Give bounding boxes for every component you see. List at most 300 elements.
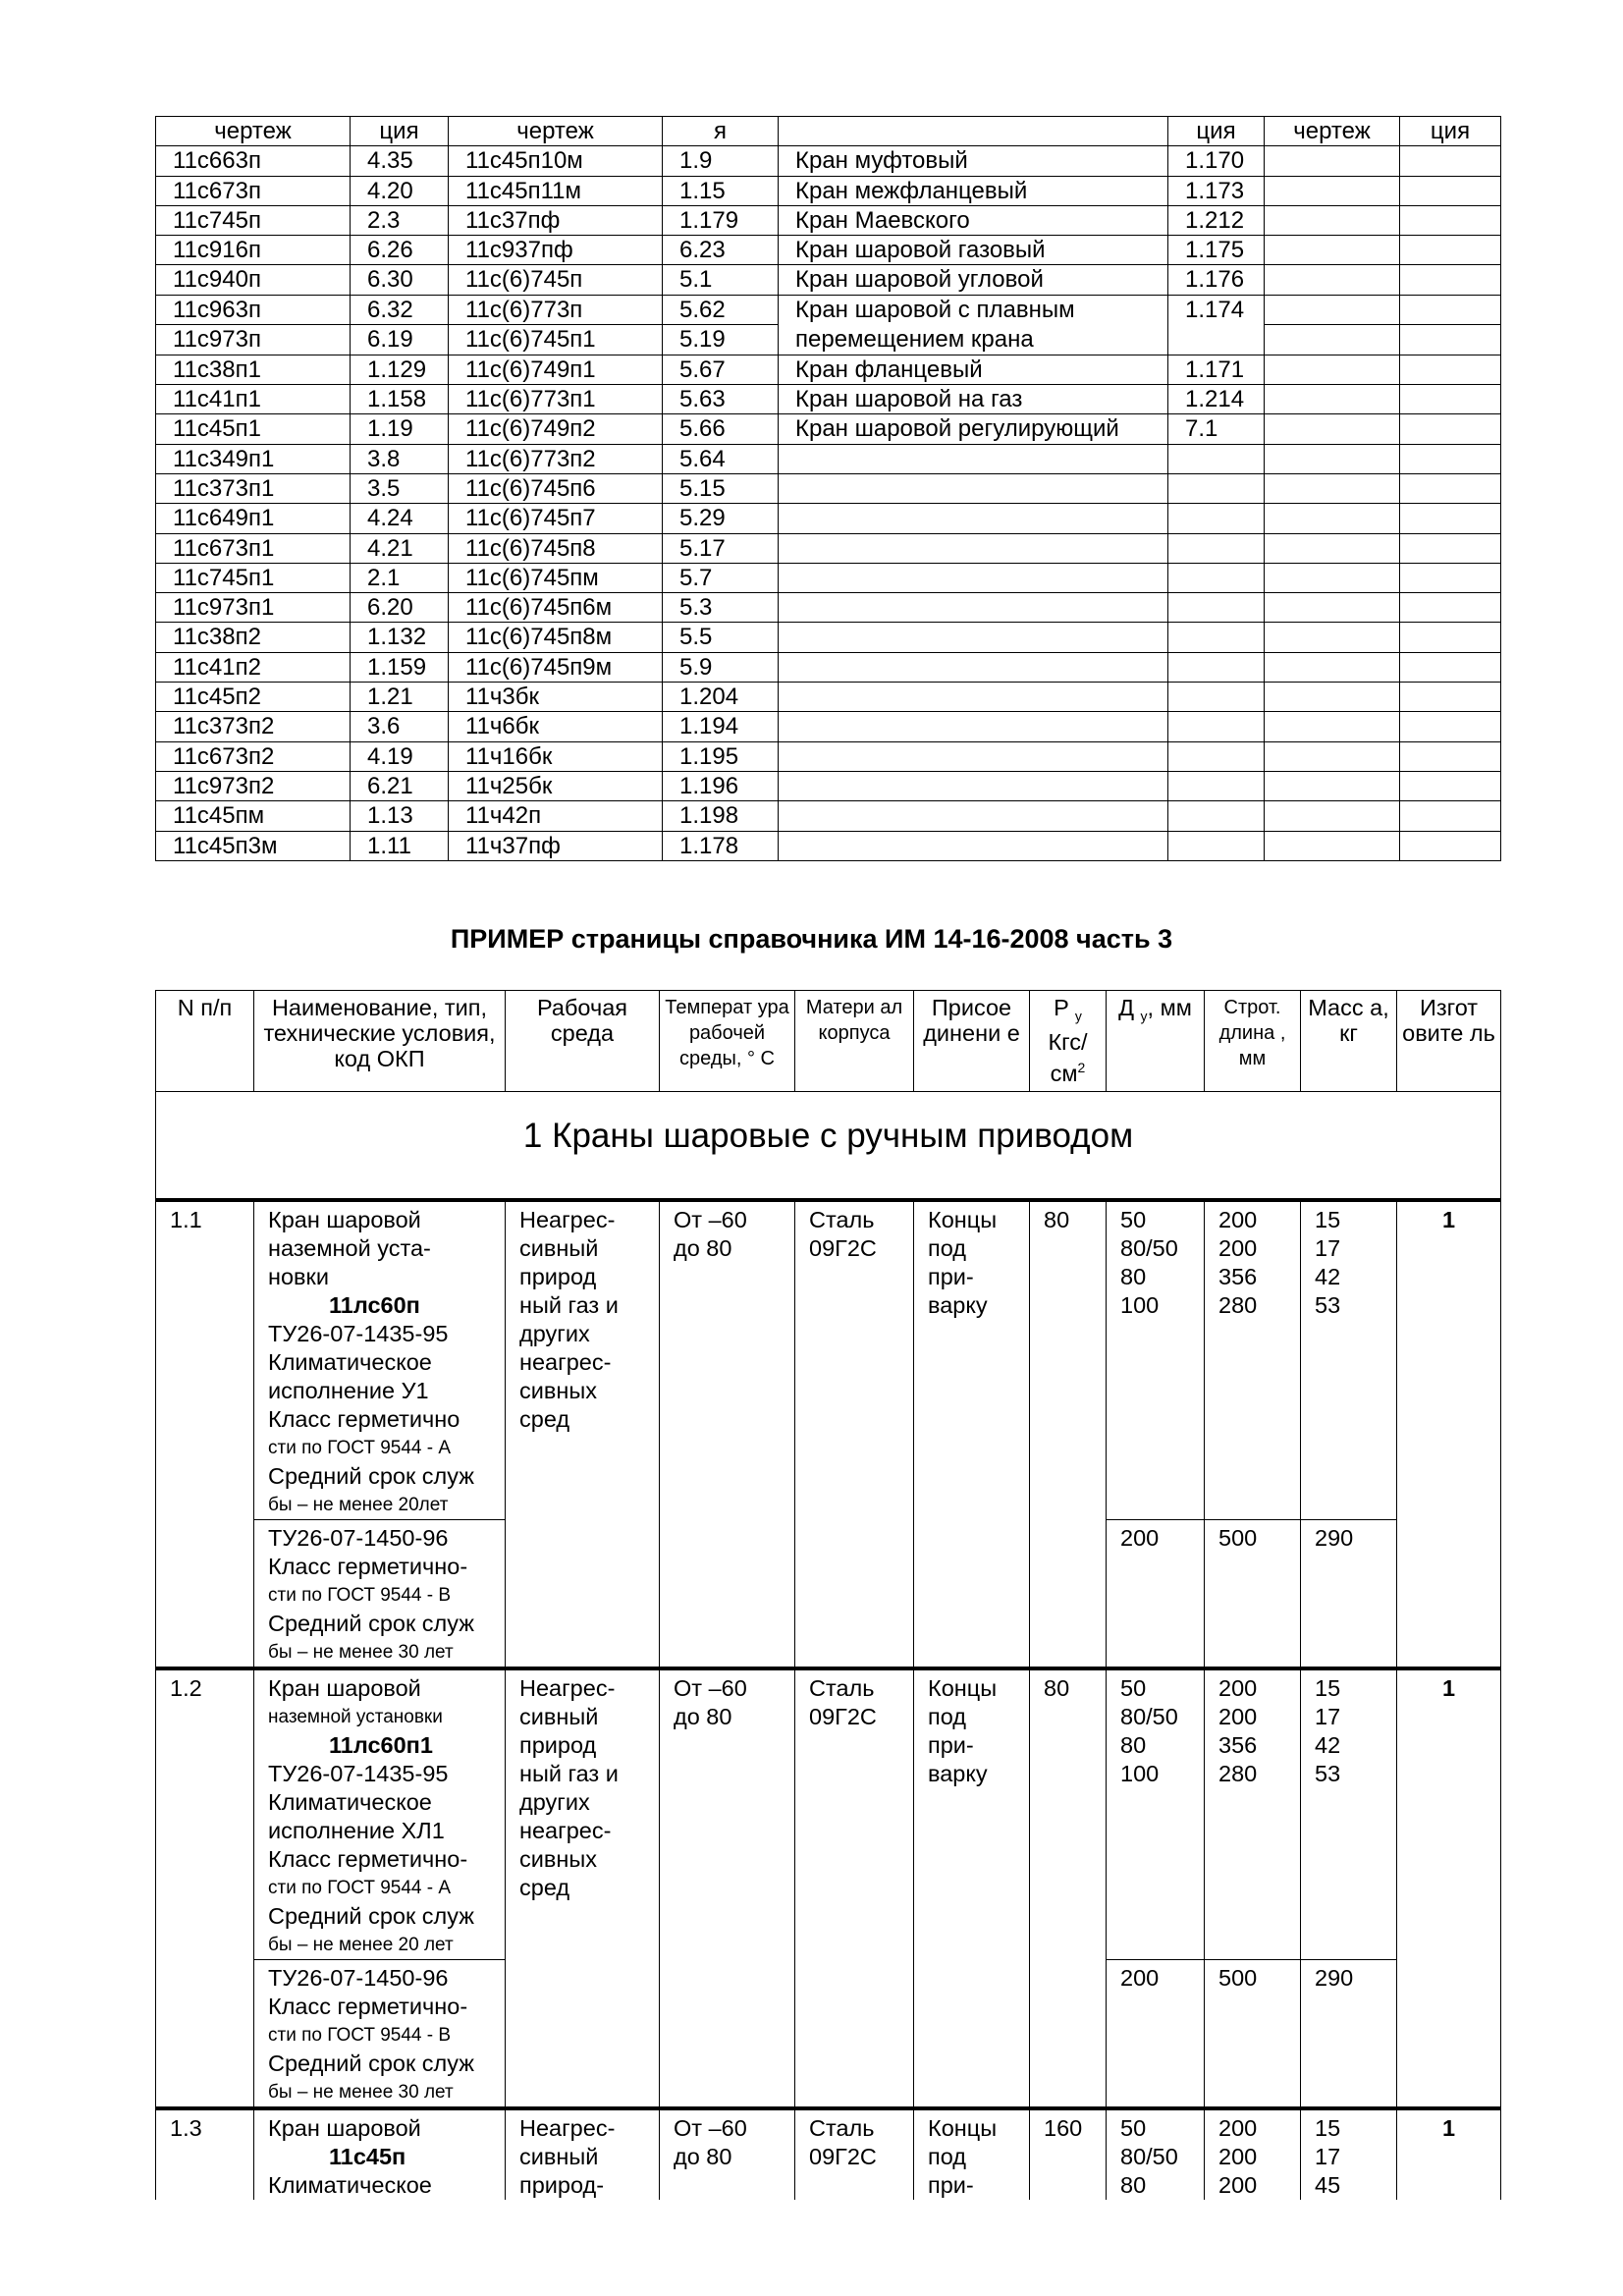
item-dy: 50 80/50 80 100 xyxy=(1107,1200,1205,1520)
index-cell xyxy=(1400,623,1501,652)
index-cell xyxy=(1265,473,1400,503)
index-cell xyxy=(1400,652,1501,682)
index-cell xyxy=(1265,563,1400,592)
section-row xyxy=(156,1092,1501,1201)
index-cell xyxy=(1400,355,1501,384)
model-code: 11с45п xyxy=(329,2144,406,2169)
index-cell: 1.176 xyxy=(1168,265,1265,295)
index-cell: 11с916п xyxy=(156,236,351,265)
index-cell xyxy=(779,712,1168,741)
index-cell xyxy=(1168,652,1265,682)
index-cell: 2.1 xyxy=(351,563,449,592)
index-cell: Кран шаровой газовый xyxy=(779,236,1168,265)
index-cell xyxy=(1168,623,1265,652)
life-line: Средний срок служ xyxy=(268,1611,474,1636)
index-cell xyxy=(1400,414,1501,444)
index-cell xyxy=(779,623,1168,652)
header-row xyxy=(156,991,1501,1092)
item-sub-mass: 290 xyxy=(1301,1520,1397,1669)
py-sup: 2 xyxy=(1077,1059,1086,1075)
table-row xyxy=(156,1668,1501,1960)
index-cell: 11ч25бк xyxy=(449,771,663,800)
index-cell xyxy=(1265,444,1400,473)
index-cell: 11с45п2 xyxy=(156,683,351,712)
index-cell: 1.129 xyxy=(351,355,449,384)
index-cell xyxy=(1400,385,1501,414)
page-heading: ПРИМЕР страницы справочника ИМ 14-16-2008 часть 3 xyxy=(450,924,1173,954)
name-line: Кран шаровой xyxy=(268,2115,421,2141)
index-cell xyxy=(1265,831,1400,860)
name-line: Кран шаровой xyxy=(268,1207,421,1232)
index-cell: 11с45п10м xyxy=(449,146,663,176)
index-cell: 11с373п2 xyxy=(156,712,351,741)
index-cell: 1.198 xyxy=(663,801,779,831)
index-cell: 11с(6)745п9м xyxy=(449,652,663,682)
dy-sub: у xyxy=(1140,1008,1148,1024)
index-cell: 1.204 xyxy=(663,683,779,712)
index-cell: 11с673п xyxy=(156,176,351,205)
tu-code: ТУ26-07-1435-95 xyxy=(268,1321,449,1346)
index-cell: 11с(6)749п1 xyxy=(449,355,663,384)
item-py: 80 xyxy=(1030,1200,1107,1668)
section-title: 1 Краны шаровые с ручным приводом xyxy=(156,1092,1501,1201)
item-py: 160 xyxy=(1030,2108,1107,2200)
item-temp: От –60 до 80 xyxy=(660,1200,795,1668)
index-cell xyxy=(1265,205,1400,235)
index-cell xyxy=(1168,831,1265,860)
index-cell xyxy=(1168,563,1265,592)
index-cell xyxy=(1265,325,1400,355)
index-row xyxy=(156,473,1501,503)
index-cell: 6.20 xyxy=(351,593,449,623)
index-cell: 1.195 xyxy=(663,741,779,771)
index-cell: 2.3 xyxy=(351,205,449,235)
index-cell xyxy=(1168,712,1265,741)
index-cell: 1.19 xyxy=(351,414,449,444)
item-connection: Концы под при- варку xyxy=(914,1668,1030,2108)
index-cell: 11с41п1 xyxy=(156,385,351,414)
index-cell: 11ч16бк xyxy=(449,741,663,771)
index-header-cell: чертеж xyxy=(156,117,351,146)
col-header-name: Наименование, тип, технические условия, код ОКП xyxy=(254,991,506,1092)
index-cell xyxy=(1265,741,1400,771)
index-cell: 1.194 xyxy=(663,712,779,741)
climate-line: Климатическое xyxy=(268,2172,432,2198)
life-line: Средний срок служ xyxy=(268,1903,474,1929)
col-header-material: Матери ал корпуса xyxy=(795,991,914,1092)
index-cell xyxy=(1400,236,1501,265)
climate-line: исполнение ХЛ1 xyxy=(268,1818,445,1843)
index-cell xyxy=(1265,385,1400,414)
name-line: новки xyxy=(268,1264,329,1289)
index-cell xyxy=(1400,444,1501,473)
item-maker: 1 xyxy=(1397,1668,1501,2108)
index-cell: 4.19 xyxy=(351,741,449,771)
index-row xyxy=(156,236,1501,265)
item-maker: 1 xyxy=(1397,1200,1501,1668)
py-unit: Кгс/ см xyxy=(1048,1028,1088,1086)
index-cell xyxy=(1265,593,1400,623)
index-cell: 11с38п1 xyxy=(156,355,351,384)
item-temp: От –60 до 80 xyxy=(660,2108,795,2200)
item-material: Сталь 09Г2С xyxy=(795,2108,914,2200)
class-line: Класс герметично- xyxy=(268,1846,468,1872)
index-cell: 5.17 xyxy=(663,533,779,563)
index-cell: 6.32 xyxy=(351,295,449,325)
col-header-length: Строт. длина , мм xyxy=(1205,991,1301,1092)
index-row xyxy=(156,265,1501,295)
index-cell xyxy=(1400,801,1501,831)
item-sub-dy: 200 xyxy=(1107,1960,1205,2109)
index-row xyxy=(156,533,1501,563)
life-line: бы – не менее 20 лет xyxy=(268,1935,454,1955)
index-cell xyxy=(1265,265,1400,295)
item-medium: Неагрес- сивный природ ный газ и других неагрес- сивных сред xyxy=(506,1200,660,1668)
index-cell: 1.171 xyxy=(1168,355,1265,384)
index-cell xyxy=(1168,533,1265,563)
item-sub-name xyxy=(254,1520,506,1669)
index-cell: 5.9 xyxy=(663,652,779,682)
index-cell: 11с649п1 xyxy=(156,504,351,533)
tu-code: ТУ26-07-1450-96 xyxy=(268,1965,449,1991)
class-line: Класс герметично- xyxy=(268,1554,468,1579)
index-cell: 11с937пф xyxy=(449,236,663,265)
index-cell xyxy=(1265,712,1400,741)
index-cell xyxy=(1265,295,1400,325)
index-cell xyxy=(1400,176,1501,205)
index-header-cell: я xyxy=(663,117,779,146)
item-mass: 15 17 45 xyxy=(1301,2108,1397,2200)
index-cell: 11с37пф xyxy=(449,205,663,235)
index-cell xyxy=(1265,504,1400,533)
class-line: сти по ГОСТ 9544 - В xyxy=(268,2025,452,2046)
index-cell xyxy=(1265,652,1400,682)
index-cell xyxy=(1400,741,1501,771)
index-cell xyxy=(1265,801,1400,831)
index-cell xyxy=(1400,473,1501,503)
index-row xyxy=(156,563,1501,592)
life-line: бы – не менее 30 лет xyxy=(268,1642,454,1663)
index-row xyxy=(156,593,1501,623)
index-cell: 6.21 xyxy=(351,771,449,800)
index-row xyxy=(156,623,1501,652)
index-cell: 5.62 xyxy=(663,295,779,325)
index-cell: 1.158 xyxy=(351,385,449,414)
class-line: сти по ГОСТ 9544 - А xyxy=(268,1878,452,1898)
climate-line: Климатическое xyxy=(268,1349,432,1375)
index-cell: 1.159 xyxy=(351,652,449,682)
index-cell xyxy=(1168,683,1265,712)
index-cell: 1.13 xyxy=(351,801,449,831)
index-cell xyxy=(1400,205,1501,235)
index-row xyxy=(156,414,1501,444)
index-cell: 1.132 xyxy=(351,623,449,652)
item-sub-mass: 290 xyxy=(1301,1960,1397,2109)
index-cell: 11с(6)773п2 xyxy=(449,444,663,473)
index-row xyxy=(156,801,1501,831)
index-cell: 6.23 xyxy=(663,236,779,265)
index-cell: 11с663п xyxy=(156,146,351,176)
tu-code: ТУ26-07-1450-96 xyxy=(268,1525,449,1551)
index-cell: 5.7 xyxy=(663,563,779,592)
index-cell xyxy=(779,504,1168,533)
index-row xyxy=(156,355,1501,384)
index-row xyxy=(156,652,1501,682)
index-table xyxy=(155,116,1501,861)
index-cell xyxy=(1168,504,1265,533)
item-material: Сталь 09Г2С xyxy=(795,1668,914,2108)
index-cell: 3.6 xyxy=(351,712,449,741)
item-dy: 50 80/50 80 xyxy=(1107,2108,1205,2200)
index-cell: 11с673п2 xyxy=(156,741,351,771)
climate-line: Климатическое xyxy=(268,1789,432,1815)
index-cell xyxy=(779,831,1168,860)
index-cell: 4.35 xyxy=(351,146,449,176)
index-cell: 1.196 xyxy=(663,771,779,800)
index-cell: 1.15 xyxy=(663,176,779,205)
index-cell xyxy=(1265,414,1400,444)
index-cell: 5.63 xyxy=(663,385,779,414)
table-row xyxy=(156,2108,1501,2200)
col-header-maker: Изгот овите ль xyxy=(1397,991,1501,1092)
index-cell: Кран фланцевый xyxy=(779,355,1168,384)
index-cell: 11с(6)745п6 xyxy=(449,473,663,503)
item-length: 200 200 200 xyxy=(1205,2108,1301,2200)
index-header-cell: ция xyxy=(1168,117,1265,146)
index-cell: 11с(6)745п6м xyxy=(449,593,663,623)
index-cell xyxy=(1400,295,1501,325)
index-cell: 11с(6)745п7 xyxy=(449,504,663,533)
index-row xyxy=(156,741,1501,771)
index-cell: 1.179 xyxy=(663,205,779,235)
index-cell: 1.21 xyxy=(351,683,449,712)
item-number: 1.1 xyxy=(156,1200,254,1668)
class-line: Класс герметично- xyxy=(268,1994,468,2019)
index-cell: 4.20 xyxy=(351,176,449,205)
index-cell: 5.3 xyxy=(663,593,779,623)
index-cell: Кран шаровой регулирующий xyxy=(779,414,1168,444)
dy-unit: , мм xyxy=(1147,995,1192,1020)
index-row xyxy=(156,712,1501,741)
index-cell xyxy=(1265,771,1400,800)
index-cell xyxy=(1400,712,1501,741)
index-cell xyxy=(1400,504,1501,533)
index-cell xyxy=(779,683,1168,712)
index-cell: 6.19 xyxy=(351,325,449,355)
name-line: наземной установки xyxy=(268,1707,443,1727)
index-cell: 11с(6)745п1 xyxy=(449,325,663,355)
index-cell: 11с373п1 xyxy=(156,473,351,503)
index-cell: 7.1 xyxy=(1168,414,1265,444)
index-cell xyxy=(1265,176,1400,205)
index-cell: 11с745п xyxy=(156,205,351,235)
index-cell: 11с973п xyxy=(156,325,351,355)
item-medium: Неагрес- сивный природ- xyxy=(506,2108,660,2200)
index-header-row xyxy=(156,117,1501,146)
index-row xyxy=(156,831,1501,860)
index-cell: 1.178 xyxy=(663,831,779,860)
life-line: Средний срок служ xyxy=(268,1463,474,1489)
index-cell: 11с45пм xyxy=(156,801,351,831)
item-length: 200 200 356 280 xyxy=(1205,1668,1301,1960)
col-header-dy xyxy=(1107,991,1205,1092)
life-line: бы – не менее 30 лет xyxy=(268,2082,454,2103)
index-cell xyxy=(1400,533,1501,563)
index-cell: 11с45п11м xyxy=(449,176,663,205)
index-cell xyxy=(779,652,1168,682)
item-py: 80 xyxy=(1030,1668,1107,2108)
index-cell: 11с38п2 xyxy=(156,623,351,652)
index-cell: 11с(6)745п8м xyxy=(449,623,663,652)
index-cell: 5.19 xyxy=(663,325,779,355)
name-line: Кран шаровой xyxy=(268,1675,421,1701)
index-cell: Кран Маевского xyxy=(779,205,1168,235)
item-sub-length: 500 xyxy=(1205,1520,1301,1669)
index-cell: 1.212 xyxy=(1168,205,1265,235)
index-header-cell: чертеж xyxy=(1265,117,1400,146)
item-length: 200 200 356 280 xyxy=(1205,1200,1301,1520)
index-cell: Кран межфланцевый xyxy=(779,176,1168,205)
index-cell xyxy=(1400,146,1501,176)
item-sub-dy: 200 xyxy=(1107,1520,1205,1669)
item-name xyxy=(254,1668,506,1960)
life-line: бы – не менее 20лет xyxy=(268,1495,449,1515)
index-cell xyxy=(1400,265,1501,295)
life-line: Средний срок служ xyxy=(268,2050,474,2076)
index-row xyxy=(156,146,1501,176)
index-cell: 11с973п2 xyxy=(156,771,351,800)
col-header-py xyxy=(1030,991,1107,1092)
index-cell xyxy=(779,533,1168,563)
dy-symbol: Д xyxy=(1118,995,1134,1020)
item-number: 1.3 xyxy=(156,2108,254,2200)
index-cell: 4.24 xyxy=(351,504,449,533)
model-code: 11лс60п1 xyxy=(329,1732,433,1758)
index-cell: 11с(6)745п xyxy=(449,265,663,295)
table-row xyxy=(156,1200,1501,1520)
col-header-temp xyxy=(660,991,795,1092)
index-cell: 11с45п3м xyxy=(156,831,351,860)
index-cell xyxy=(1265,683,1400,712)
index-cell xyxy=(779,473,1168,503)
index-row xyxy=(156,683,1501,712)
item-sub-length: 500 xyxy=(1205,1960,1301,2109)
index-cell: 3.5 xyxy=(351,473,449,503)
index-cell xyxy=(779,593,1168,623)
index-row xyxy=(156,771,1501,800)
index-cell: 11с41п2 xyxy=(156,652,351,682)
index-cell: 11ч37пф xyxy=(449,831,663,860)
index-cell: 11с(6)745п8 xyxy=(449,533,663,563)
index-cell: 11с(6)749п2 xyxy=(449,414,663,444)
index-cell: 5.5 xyxy=(663,623,779,652)
index-cell xyxy=(1168,741,1265,771)
index-cell: 5.64 xyxy=(663,444,779,473)
index-cell xyxy=(1265,533,1400,563)
index-row xyxy=(156,504,1501,533)
index-cell xyxy=(1168,771,1265,800)
index-cell: 1.173 xyxy=(1168,176,1265,205)
index-row xyxy=(156,385,1501,414)
index-cell: Кран шаровой угловой xyxy=(779,265,1168,295)
index-cell: 1.9 xyxy=(663,146,779,176)
py-sub: у xyxy=(1074,1008,1082,1024)
index-cell: 11с45п1 xyxy=(156,414,351,444)
index-cell xyxy=(1400,831,1501,860)
index-cell: 11с349п1 xyxy=(156,444,351,473)
index-cell: 11с(6)745пм xyxy=(449,563,663,592)
index-cell: 11с(6)773п xyxy=(449,295,663,325)
col-header-n: N п/п xyxy=(156,991,254,1092)
index-cell: 1.170 xyxy=(1168,146,1265,176)
index-cell xyxy=(779,801,1168,831)
item-temp: От –60 до 80 xyxy=(660,1668,795,2108)
index-cell: 1.174 xyxy=(1168,295,1265,355)
index-cell: Кран шаровой с плавным перемещением крана xyxy=(779,295,1168,355)
index-cell: 11с(6)773п1 xyxy=(449,385,663,414)
index-cell xyxy=(1168,593,1265,623)
item-connection: Концы под при- варку xyxy=(914,1200,1030,1668)
name-line: наземной уста- xyxy=(268,1235,431,1261)
index-cell: 5.67 xyxy=(663,355,779,384)
item-name xyxy=(254,1200,506,1520)
col-header-mass: Масс а, кг xyxy=(1301,991,1397,1092)
index-header-cell: чертеж xyxy=(449,117,663,146)
col-header-medium: Рабочая среда xyxy=(506,991,660,1092)
index-cell: 1.214 xyxy=(1168,385,1265,414)
item-medium: Неагрес- сивный природ ный газ и других неагрес- сивных сред xyxy=(506,1668,660,2108)
item-connection: Концы под при- xyxy=(914,2108,1030,2200)
index-cell: 5.1 xyxy=(663,265,779,295)
index-cell: 6.30 xyxy=(351,265,449,295)
index-cell xyxy=(1168,444,1265,473)
index-cell xyxy=(779,741,1168,771)
py-symbol: P xyxy=(1054,995,1069,1020)
item-mass: 15 17 42 53 xyxy=(1301,1200,1397,1520)
climate-line: исполнение У1 xyxy=(268,1378,429,1403)
item-number: 1.2 xyxy=(156,1668,254,2108)
model-code: 11лс60п xyxy=(329,1292,420,1318)
index-cell xyxy=(1265,623,1400,652)
index-cell: 11с673п1 xyxy=(156,533,351,563)
index-cell xyxy=(1265,146,1400,176)
index-cell xyxy=(1168,473,1265,503)
index-cell: 1.175 xyxy=(1168,236,1265,265)
item-maker: 1 xyxy=(1397,2108,1501,2200)
class-line: Класс герметично xyxy=(268,1406,460,1432)
index-header-cell: ция xyxy=(1400,117,1501,146)
index-cell: 4.21 xyxy=(351,533,449,563)
index-row xyxy=(156,295,1501,325)
index-cell: 11ч3бк xyxy=(449,683,663,712)
index-cell: 11ч42п xyxy=(449,801,663,831)
index-cell: 11с973п1 xyxy=(156,593,351,623)
valves-table xyxy=(155,990,1501,2200)
index-cell: 11с745п1 xyxy=(156,563,351,592)
index-cell xyxy=(779,563,1168,592)
item-mass: 15 17 42 53 xyxy=(1301,1668,1397,1960)
index-cell xyxy=(1265,355,1400,384)
index-cell: Кран муфтовый xyxy=(779,146,1168,176)
index-cell: 5.29 xyxy=(663,504,779,533)
index-cell xyxy=(779,444,1168,473)
index-cell xyxy=(1400,325,1501,355)
index-header-cell xyxy=(779,117,1168,146)
index-row xyxy=(156,444,1501,473)
col-header-temp-text: Температ ура рабочей среды, ° С xyxy=(665,997,789,1069)
index-cell: 5.15 xyxy=(663,473,779,503)
class-line: сти по ГОСТ 9544 - А xyxy=(268,1438,452,1458)
